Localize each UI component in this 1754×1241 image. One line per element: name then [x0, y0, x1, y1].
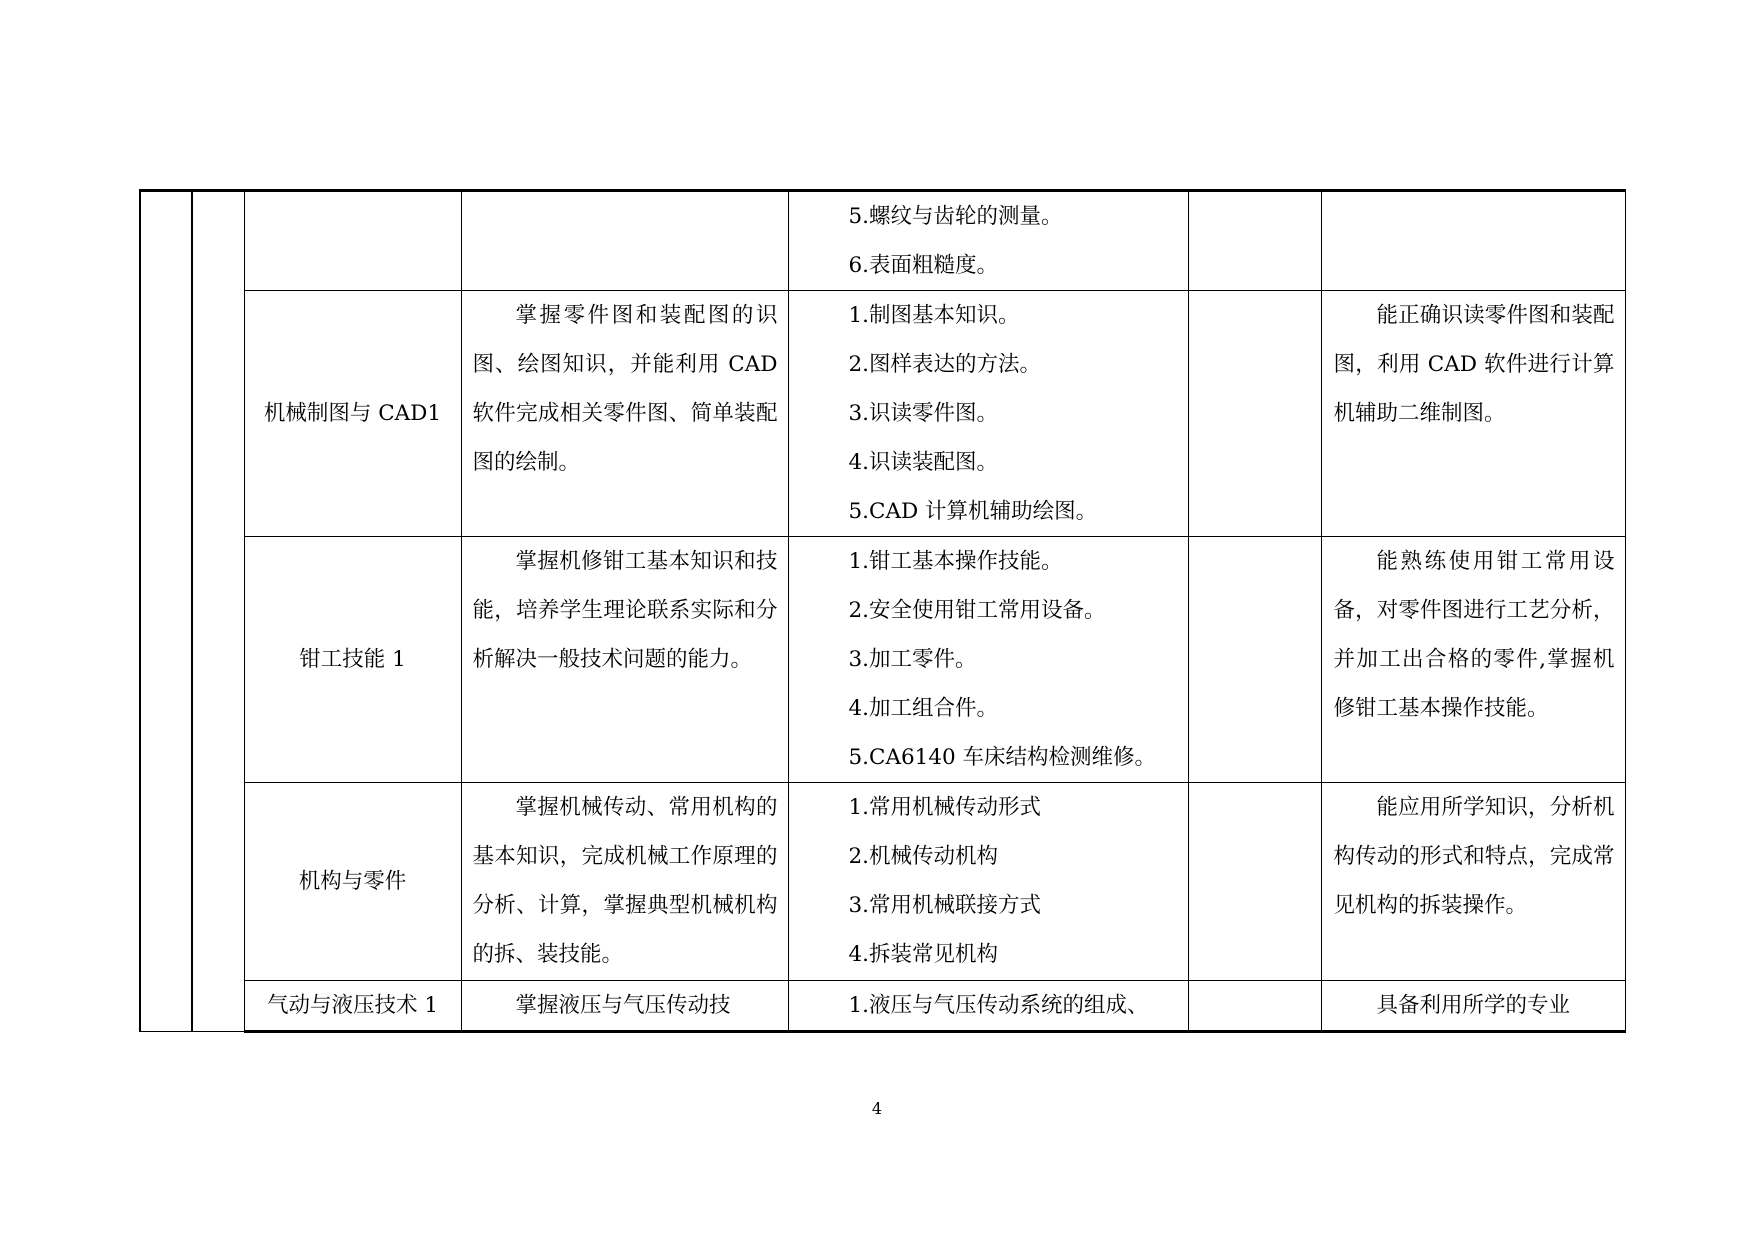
objective-cell [461, 191, 788, 291]
page-number: 4 [871, 1099, 883, 1118]
content-item: 2.机械传动机构 [848, 844, 999, 869]
table-row [140, 537, 1625, 783]
content-item: 1.钳工基本操作技能。 [848, 549, 1063, 574]
course-name-cell: 机构与零件 [244, 783, 461, 981]
objective-cell: 掌握机械传动、常用机构的基本知识，完成机械工作原理的分析、计算，掌握典型机械机构的拆、装技能。 [461, 783, 788, 981]
content-item: 1.液压与气压传动系统的组成、 [848, 993, 1149, 1018]
table-body [140, 191, 1625, 1032]
hours-cell [1188, 191, 1321, 291]
content-cell [788, 981, 1188, 1032]
content-item: 1.常用机械传动形式 [848, 795, 1042, 820]
subcategory-cell [192, 191, 244, 1032]
course-name-cell: 钳工技能 1 [244, 537, 461, 783]
content-cell [788, 191, 1188, 291]
table-row [140, 191, 1625, 291]
objective-cell: 掌握零件图和装配图的识图、绘图知识，并能利用 CAD 软件完成相关零件图、简单装配图的绘制。 [461, 291, 788, 537]
content-item: 2.安全使用钳工常用设备。 [848, 598, 1106, 623]
content-item: 5.螺纹与齿轮的测量。 [848, 204, 1063, 229]
content-item: 4.加工组合件。 [848, 696, 999, 721]
hours-cell [1188, 537, 1321, 783]
requirement-cell: 能正确识读零件图和装配图，利用 CAD 软件进行计算机辅助二维制图。 [1321, 291, 1625, 537]
objective-cell: 掌握机修钳工基本知识和技能，培养学生理论联系实际和分析解决一般技术问题的能力。 [461, 537, 788, 783]
content-item: 3.加工零件。 [848, 647, 977, 672]
content-item: 6.表面粗糙度。 [848, 253, 999, 278]
content-item: 5.CA6140 车床结构检测维修。 [848, 745, 1157, 770]
content-item: 1.制图基本知识。 [848, 303, 1020, 328]
requirement-cell: 具备利用所学的专业 [1321, 981, 1625, 1032]
content-item: 2.图样表达的方法。 [848, 352, 1042, 377]
category-cell [140, 191, 192, 1032]
hours-cell [1188, 981, 1321, 1032]
content-cell [788, 291, 1188, 537]
table-row [140, 981, 1625, 1032]
table-row [140, 783, 1625, 981]
content-cell [788, 783, 1188, 981]
requirement-cell: 能应用所学知识，分析机构传动的形式和特点，完成常见机构的拆装操作。 [1321, 783, 1625, 981]
requirement-cell [1321, 191, 1625, 291]
course-name-cell [244, 191, 461, 291]
hours-cell [1188, 291, 1321, 537]
requirement-cell: 能熟练使用钳工常用设备，对零件图进行工艺分析，并加工出合格的零件,掌握机修钳工基本操作技能。 [1321, 537, 1625, 783]
content-item: 4.识读装配图。 [848, 450, 999, 475]
content-cell [788, 537, 1188, 783]
hours-cell [1188, 783, 1321, 981]
content-item: 3.常用机械联接方式 [848, 893, 1042, 918]
table-row [140, 291, 1625, 537]
content-item: 4.拆装常见机构 [848, 942, 999, 967]
course-name-cell: 机械制图与 CAD1 [244, 291, 461, 537]
content-item: 5.CAD 计算机辅助绘图。 [848, 499, 1098, 524]
curriculum-table [139, 189, 1626, 1033]
objective-cell: 掌握液压与气压传动技 [461, 981, 788, 1032]
content-item: 3.识读零件图。 [848, 401, 999, 426]
course-name-cell: 气动与液压技术 1 [244, 981, 461, 1032]
